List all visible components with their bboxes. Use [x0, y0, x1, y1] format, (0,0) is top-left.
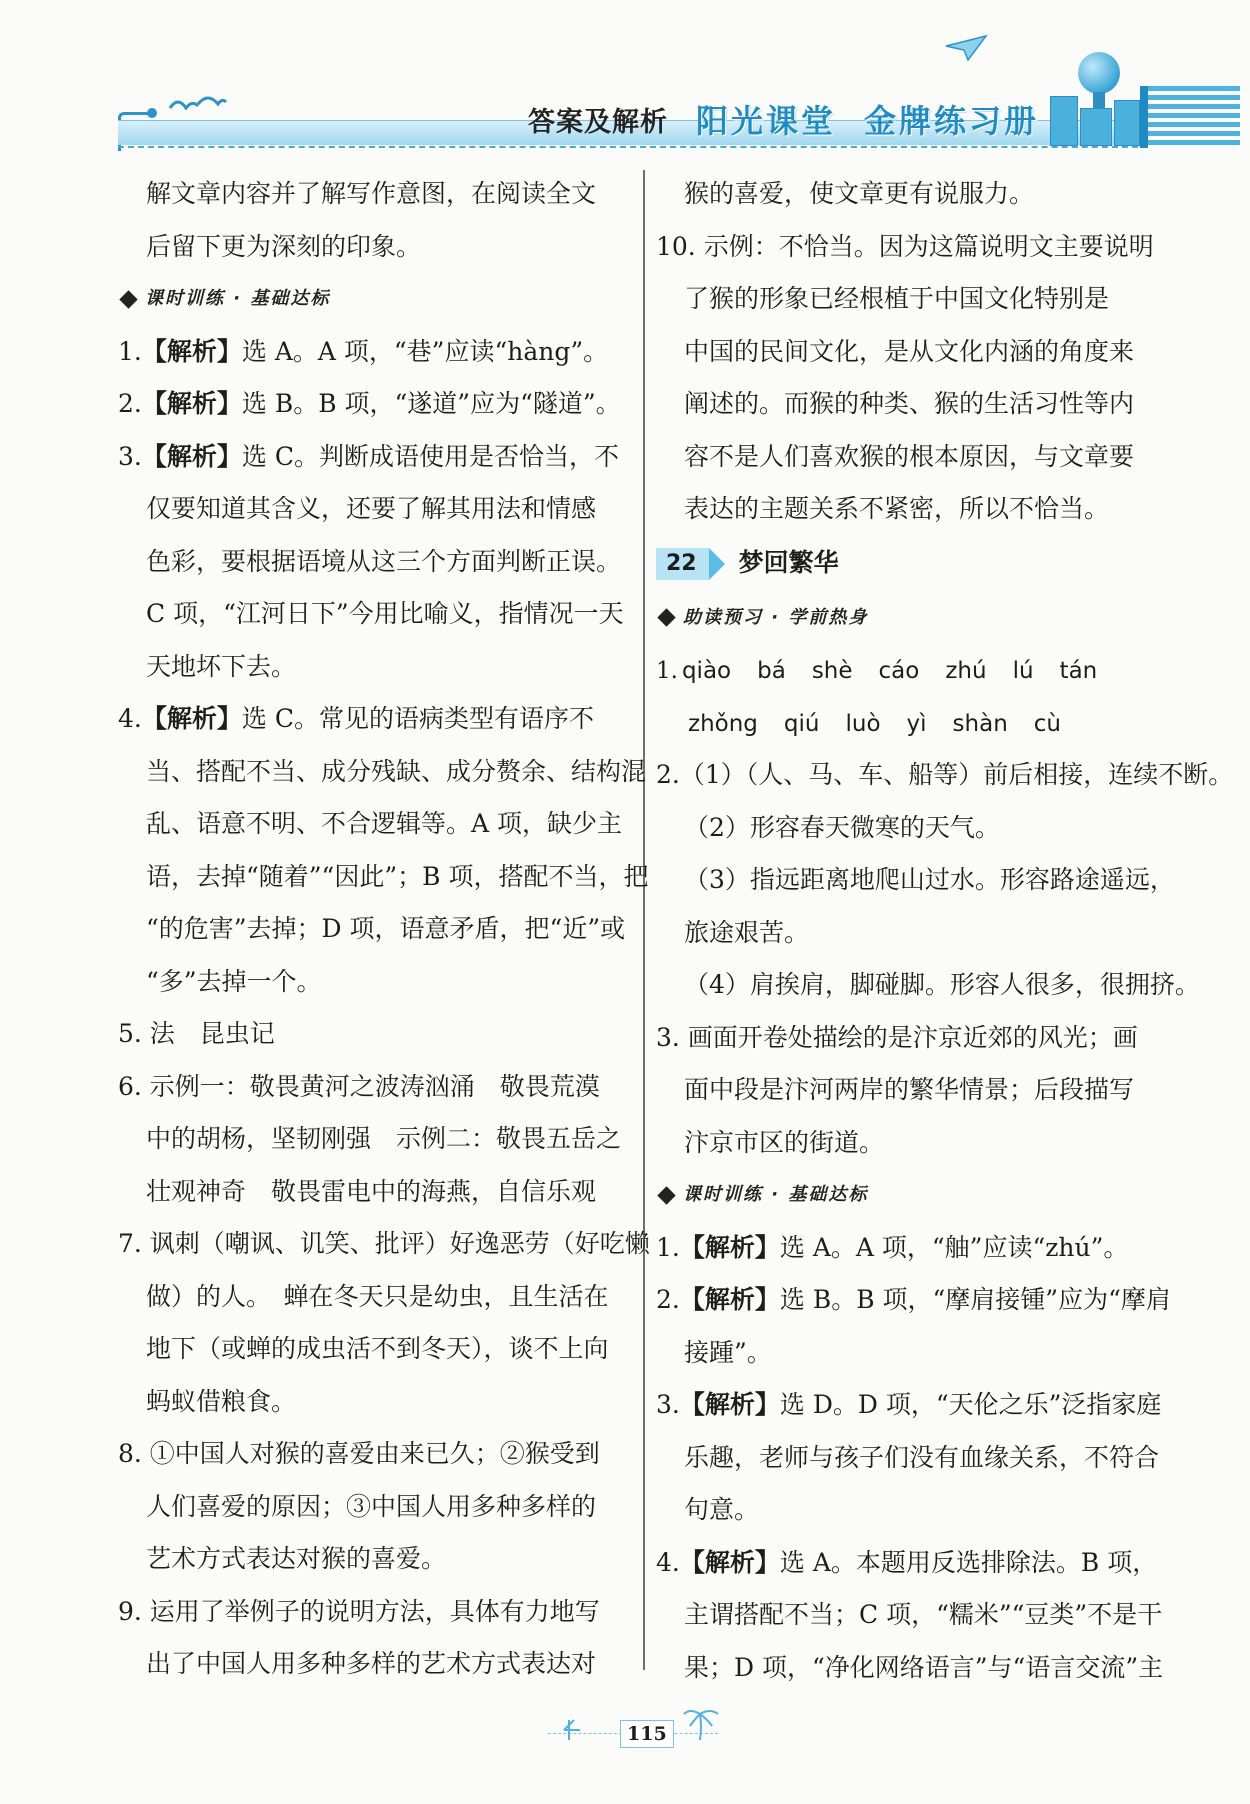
answer-line — [656, 1222, 1176, 1275]
pinyin-word: qiào — [681, 658, 732, 684]
text-line: 8. ①中国人对猴的喜爱由来已久；②猴受到 — [118, 1439, 600, 1468]
text-line: 艺术方式表达对猴的喜爱。 — [146, 1544, 447, 1573]
analysis-tag: 【解析】 — [141, 336, 242, 366]
analysis-tag: 【解析】 — [141, 704, 242, 733]
answer-line — [118, 326, 630, 379]
text-line: 面中段是汴河两岸的繁华情景；后段描写 — [684, 1075, 1135, 1104]
right-column — [656, 168, 1234, 1694]
text-line: 语，去掉“随着”“因此”；B 项，搭配不当，把 — [146, 861, 649, 891]
text-line: “多”去掉一个。 — [146, 966, 322, 996]
text-line: （3）指远距离地爬山过水。形容路途遥远， — [684, 865, 1175, 894]
text-line: 出了中国人用多种多样的艺术方式表达对 — [146, 1649, 597, 1678]
diamond-bullet-icon — [657, 608, 675, 626]
brand-name-1: 阳光课堂 — [696, 102, 837, 140]
text-line: （4）肩挨肩，脚碰脚。形容人很多，很拥挤。 — [684, 970, 1200, 999]
text-line: 汴京市区的街道。 — [684, 1127, 885, 1157]
answer-text: 选 A。A 项，“巷”应读“hàng”。 — [241, 336, 609, 366]
text-line: 接踵”。 — [684, 1337, 772, 1367]
text-line: 10. 示例：不恰当。因为这篇说明文主要说明 — [656, 231, 1154, 261]
analysis-tag: 【解析】 — [679, 1232, 780, 1262]
pinyin-word: qiú — [783, 710, 820, 737]
answer-text: 选 B。B 项，“摩肩接锺”应为“摩肩 — [779, 1285, 1171, 1314]
answer-text: 选 B。B 项，“遂道”应为“隧道”。 — [241, 389, 621, 418]
pinyin-word: cù — [1033, 710, 1062, 737]
text-line: 做）的人。 蝉在冬天只是幼虫，且生活在 — [146, 1281, 609, 1311]
brand-name-2: 金牌练习册 — [864, 102, 1040, 140]
analysis-tag: 【解析】 — [141, 389, 242, 418]
text-line: 色彩，要根据语境从这三个方面判断正误。 — [146, 546, 622, 576]
answer-line — [656, 1537, 1176, 1590]
text-line: 壮观神奇 敬畏雷电中的海燕，自信乐观 — [146, 1176, 597, 1206]
answer-line — [118, 378, 630, 431]
globe-icon — [1078, 52, 1120, 94]
text-line: 果；D 项，“净化网络语言”与“语言交流”主 — [684, 1652, 1164, 1682]
text-line: 容不是人们喜欢猴的根本原因，与文章要 — [684, 441, 1135, 471]
text-line: 中国的民间文化，是从文化内涵的角度来 — [684, 336, 1135, 366]
pinyin-word: zhǒng — [688, 710, 758, 737]
answer-line — [656, 1274, 1176, 1327]
text-line: 阐述的。而猴的种类、猴的生活习性等内 — [684, 389, 1135, 418]
pinyin-line — [656, 644, 1176, 697]
text-line: 后留下更为深刻的印象。 — [146, 231, 422, 261]
answer-text: 选 A。A 项，“舳”应读“zhú”。 — [779, 1232, 1129, 1262]
text-line: 9. 运用了举例子的说明方法，具体有力地写 — [118, 1596, 600, 1626]
section-heading — [656, 1169, 1176, 1222]
item-number: 2. — [656, 1285, 680, 1314]
text-line: 仅要知道其含义，还要了解其用法和情感 — [146, 494, 597, 523]
globe-stand-decoration — [1093, 92, 1105, 108]
analysis-tag: 【解析】 — [679, 1390, 780, 1419]
item-number: 4. — [656, 1547, 680, 1577]
text-line: “的危害”去掉；D 项，语意矛盾，把“近”或 — [146, 914, 626, 943]
section-heading — [656, 592, 1176, 645]
text-line: C 项，“江河日下”今用比喻义，指情况一天 — [146, 599, 624, 628]
diamond-bullet-icon — [119, 290, 137, 308]
star-decoration-icon — [560, 1714, 600, 1744]
pinyin-word: yì — [906, 710, 927, 737]
item-number: 2. — [118, 389, 142, 418]
text-line: 地下（或蝉的成虫活不到冬天），谈不上向 — [146, 1334, 609, 1363]
item-number: 3. — [118, 441, 142, 471]
item-number: 1. — [656, 1232, 680, 1262]
palm-decoration-icon — [680, 1706, 724, 1742]
pinyin-word: zhú — [945, 658, 987, 684]
paper-plane-icon — [944, 34, 988, 62]
text-line: 天地坏下去。 — [146, 651, 297, 681]
left-column — [118, 168, 650, 1691]
text-line: 猴的喜爱，使文章更有说服力。 — [684, 179, 1035, 208]
text-line: 3. 画面开卷处描绘的是汴京近郊的风光；画 — [656, 1022, 1138, 1052]
section-heading-text: 课时训练 · 基础达标 — [145, 288, 331, 309]
text-line: 蚂蚁借粮食。 — [146, 1386, 297, 1416]
analysis-tag: 【解析】 — [679, 1285, 780, 1314]
page-header — [0, 0, 1250, 160]
column-divider — [643, 170, 645, 1670]
pinyin-word: shàn — [952, 710, 1008, 737]
answer-text: 选 C。判断成语使用是否恰当，不 — [241, 441, 619, 471]
pinyin-word: tán — [1059, 658, 1098, 684]
text-line: 了猴的形象已经根植于中国文化特别是 — [684, 284, 1110, 313]
answer-text: 选 D。D 项，“天伦之乐”泛指家庭 — [779, 1390, 1162, 1419]
page-number: 115 — [620, 1720, 674, 1748]
header-stripes-decoration — [1148, 86, 1240, 148]
text-line: 中的胡杨，坚韧刚强 示例二：敬畏五岳之 — [146, 1124, 622, 1153]
text-line: 当、搭配不当、成分残缺、成分赘余、结构混 — [146, 756, 647, 786]
text-line: 7. 讽刺（嘲讽、讥笑、批评）好逸恶劳（好吃懒 — [118, 1229, 650, 1258]
text-line: 乱、语意不明、不合逻辑等。A 项，缺少主 — [146, 809, 623, 838]
lesson-title: 梦回繁华 — [738, 548, 839, 578]
header-brand — [696, 96, 1067, 142]
section-heading-text: 助读预习 · 学前热身 — [683, 606, 869, 628]
item-number: 1. — [118, 336, 142, 366]
pinyin-word: shè — [811, 658, 853, 684]
text-line: 解文章内容并了解写作意图，在阅读全文 — [146, 179, 597, 208]
lesson-heading — [656, 536, 1176, 592]
text-line: 乐趣，老师与孩子们没有血缘关系，不符合 — [684, 1442, 1160, 1472]
lesson-number-badge: 22 — [656, 548, 709, 580]
text-line: 表达的主题关系不紧密，所以不恰当。 — [684, 494, 1110, 523]
pinyin-word: lú — [1012, 658, 1034, 684]
item-number: 1. — [656, 658, 678, 684]
text-line: 2.（1）（人、马、车、船等）前后相接，连续不断。 — [656, 760, 1234, 789]
answer-line — [118, 693, 630, 746]
pinyin-line — [656, 697, 1176, 750]
text-line: 句意。 — [684, 1495, 760, 1524]
pinyin-word: bá — [757, 658, 786, 684]
text-line: 5. 法 昆虫记 — [118, 1019, 275, 1048]
text-line: 主谓搭配不当；C 项，“糯米”“豆类”不是干 — [684, 1600, 1163, 1629]
item-number: 3. — [656, 1390, 680, 1419]
pinyin-word: luò — [845, 710, 881, 737]
bird-icon — [168, 94, 228, 122]
analysis-tag: 【解析】 — [679, 1547, 780, 1577]
text-line: 人们喜爱的原因；③中国人用多种多样的 — [146, 1491, 597, 1521]
answer-line — [656, 1379, 1176, 1432]
text-line: 6. 示例一：敬畏黄河之波涛汹涌 敬畏荒漠 — [118, 1071, 600, 1101]
analysis-tag: 【解析】 — [141, 441, 242, 471]
section-heading — [118, 273, 630, 326]
section-heading-text: 课时训练 · 基础达标 — [683, 1184, 869, 1205]
text-line: （2）形容春天微寒的天气。 — [684, 812, 1000, 842]
diamond-bullet-icon — [657, 1186, 675, 1204]
answer-text: 选 C。常见的语病类型有语序不 — [241, 704, 594, 733]
item-number: 4. — [118, 704, 142, 733]
header-dashed-line — [118, 146, 1148, 148]
pinyin-word: cáo — [878, 658, 920, 684]
answer-line — [118, 431, 630, 484]
text-line: 旅途艰苦。 — [684, 917, 810, 947]
header-label: 答案及解析 — [528, 107, 668, 138]
answer-text: 选 A。本题用反选排除法。B 项， — [779, 1547, 1158, 1577]
